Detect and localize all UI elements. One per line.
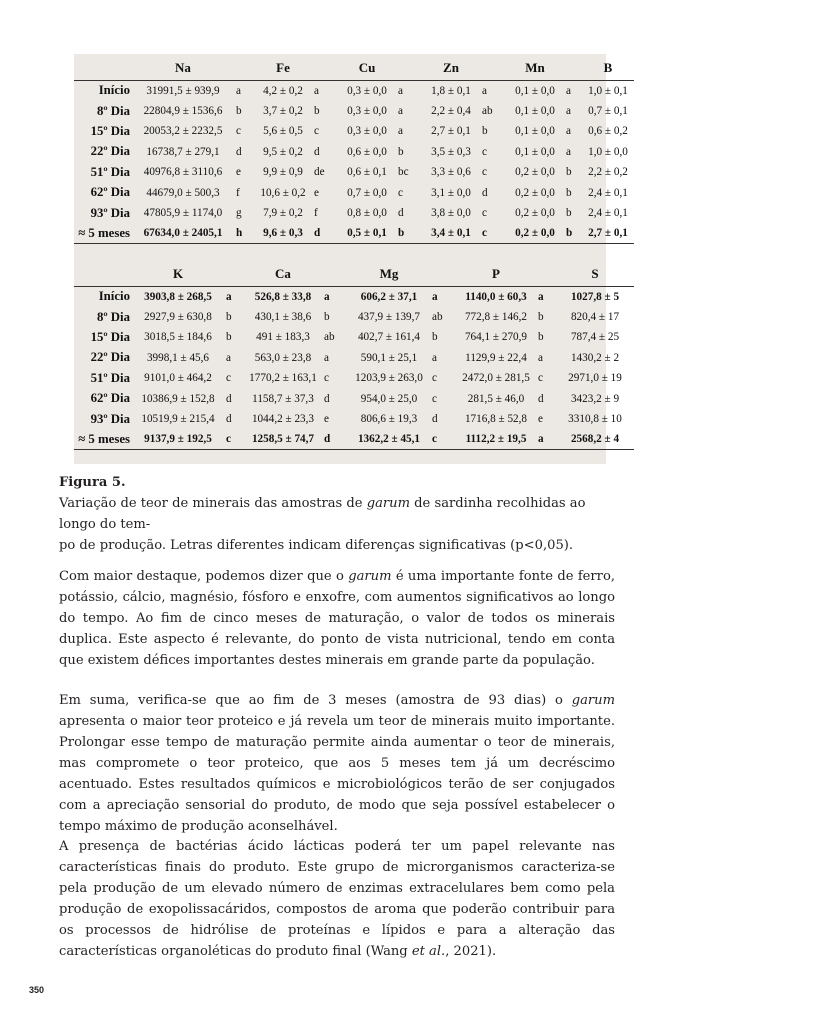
table-cell-letter: g xyxy=(236,207,242,220)
table-cell-letter: a xyxy=(236,84,241,97)
row-label: Início xyxy=(98,83,130,98)
table-cell-value: 0,1 ± 0,0 xyxy=(515,105,555,118)
table-cell-letter: a xyxy=(226,290,232,303)
table-cell-letter: a xyxy=(432,351,437,364)
table-row xyxy=(74,81,634,101)
table-cell-value: 0,7 ± 0,1 xyxy=(588,105,628,118)
column-header: Na xyxy=(175,60,191,75)
row-label: 93º Dia xyxy=(90,411,130,426)
table-cell-letter: ab xyxy=(482,105,493,118)
table-cell-value: 0,2 ± 0,0 xyxy=(515,207,555,220)
column-header xyxy=(74,262,130,287)
table-cell-letter: a xyxy=(398,125,403,138)
table-cell-letter: e xyxy=(324,413,329,426)
table-cell-value: 281,5 ± 46,0 xyxy=(467,392,525,405)
table-cell-value: 606,2 ± 37,1 xyxy=(360,290,418,303)
table-row xyxy=(74,121,634,141)
table-cell-value: 3,5 ± 0,3 xyxy=(431,145,471,158)
row-label: 51º Dia xyxy=(90,164,130,179)
table-cell-value: 3018,5 ± 184,6 xyxy=(144,331,212,344)
table-cell-value: 22804,9 ± 1536,6 xyxy=(143,105,223,118)
table-cell-letter: b xyxy=(432,331,438,344)
table-cell-value: 787,4 ± 25 xyxy=(570,331,620,344)
table-cell-value: 2568,2 ± 4 xyxy=(556,429,634,449)
table-cell-letter: d xyxy=(226,413,232,426)
minerals-table-1 xyxy=(74,56,634,244)
table-cell-value: 0,2 ± 0,0 xyxy=(515,186,555,199)
table-cell-letter: d xyxy=(314,145,320,158)
table-cell-value: 2,2 ± 0,4 xyxy=(431,105,471,118)
column-header xyxy=(226,262,242,287)
table-cell-value: 772,8 ± 146,2 xyxy=(464,311,528,324)
row-label: 8º Dia xyxy=(96,103,130,118)
table-cell-letter: a xyxy=(314,84,319,97)
table-cell-value: 40976,8 ± 3110,6 xyxy=(143,166,223,179)
table-cell-value: 16738,7 ± 279,1 xyxy=(146,145,220,158)
table-row xyxy=(74,348,634,368)
minerals-table-2 xyxy=(74,262,634,450)
table-row xyxy=(74,368,634,388)
table-cell-value: 1158,7 ± 37,3 xyxy=(252,392,314,405)
page-number: 350 xyxy=(29,985,45,995)
table-cell-letter: c xyxy=(432,392,437,405)
table-cell-letter: d xyxy=(324,429,346,449)
table-cell-value: 1129,9 ± 22,4 xyxy=(465,351,527,364)
table-cell-letter: a xyxy=(324,290,330,303)
table-cell-value: 9,9 ± 0,9 xyxy=(263,166,303,179)
table-cell-value: 0,5 ± 0,1 xyxy=(336,223,398,243)
table-row xyxy=(74,388,634,408)
figure-caption-text: Variação de teor de minerais das amostras de garum de sardinha recolhidas ao longo do tem- po de produção. Letras diferentes indicam diferenças significativas (p<0,05). xyxy=(59,496,586,553)
table-cell-letter: ab xyxy=(432,311,443,324)
table-cell-letter: c xyxy=(236,125,241,138)
table-cell-letter: a xyxy=(566,105,571,118)
table-cell-letter: a xyxy=(566,145,571,158)
table-row xyxy=(74,307,634,327)
table-cell-letter: a xyxy=(538,429,556,449)
table-cell-value: 764,1 ± 270,9 xyxy=(464,331,528,344)
table-cell-value: 9137,9 ± 192,5 xyxy=(130,429,226,449)
row-label: 22º Dia xyxy=(90,144,130,159)
table-cell-letter: c xyxy=(538,372,543,385)
table-cell-value: 9101,0 ± 464,2 xyxy=(144,372,212,385)
table-cell-value: 3,3 ± 0,6 xyxy=(431,166,471,179)
row-label: 15º Dia xyxy=(90,329,130,344)
table-cell-value: 3,8 ± 0,0 xyxy=(431,207,471,220)
table-cell-value: 3310,8 ± 10 xyxy=(568,413,622,426)
table-cell-value: 4,2 ± 0,2 xyxy=(263,84,303,97)
column-header: Zn xyxy=(443,60,459,75)
table-cell-letter: f xyxy=(236,186,240,199)
table-cell-value: 2472,0 ± 281,5 xyxy=(462,372,530,385)
table-cell-letter: c xyxy=(314,125,319,138)
table-cell-value: 10386,9 ± 152,8 xyxy=(141,392,215,405)
table-row xyxy=(74,327,634,347)
table-cell-value: 0,2 ± 0,0 xyxy=(504,223,566,243)
table-cell-value: 0,3 ± 0,0 xyxy=(347,125,387,138)
table-cell-letter: a xyxy=(324,351,329,364)
table-cell-letter: d xyxy=(314,223,336,243)
table-row xyxy=(74,287,634,307)
row-label: Início xyxy=(98,289,130,304)
table-cell-value: 3,4 ± 0,1 xyxy=(420,223,482,243)
table-cell-letter: b xyxy=(398,223,420,243)
table-cell-letter: c xyxy=(226,372,231,385)
table-cell-value: 9,5 ± 0,2 xyxy=(263,145,303,158)
column-header: Mg xyxy=(379,266,399,281)
table-cell-value: 2,4 ± 0,1 xyxy=(588,186,628,199)
table-cell-letter: a xyxy=(538,351,543,364)
table-cell-letter: de xyxy=(314,166,325,179)
figure-caption xyxy=(59,472,615,556)
table-cell-letter: b xyxy=(566,186,572,199)
table-cell-value: 437,9 ± 139,7 xyxy=(357,311,421,324)
table-cell-letter: a xyxy=(538,290,544,303)
table-cell-value: 3,7 ± 0,2 xyxy=(263,105,303,118)
table-cell-letter: c xyxy=(482,223,504,243)
table-cell-value: 44679,0 ± 500,3 xyxy=(146,186,220,199)
table-cell-value: 820,4 ± 17 xyxy=(570,311,620,324)
table-cell-value: 9,6 ± 0,3 xyxy=(252,223,314,243)
table-cell-letter: b xyxy=(566,207,572,220)
table-cell-value: 0,1 ± 0,0 xyxy=(515,125,555,138)
table-cell-value: 526,8 ± 33,8 xyxy=(254,290,312,303)
table-row xyxy=(74,409,634,429)
table-cell-letter: b xyxy=(226,331,232,344)
table-cell-letter: a xyxy=(226,351,231,364)
column-header xyxy=(482,56,504,81)
table-cell-value: 1112,2 ± 19,5 xyxy=(454,429,538,449)
table-cell-value: 31991,5 ± 939,9 xyxy=(146,84,220,97)
table-cell-letter: d xyxy=(482,186,488,199)
table-cell-letter: a xyxy=(566,84,571,97)
table-cell-value: 3903,8 ± 268,5 xyxy=(144,290,212,303)
figure-5-table-image xyxy=(74,54,628,464)
column-header: Ca xyxy=(275,266,291,281)
table-row xyxy=(74,429,634,449)
table-cell-value: 0,3 ± 0,0 xyxy=(347,105,387,118)
column-header xyxy=(314,56,336,81)
table-cell-value: 67634,0 ± 2405,1 xyxy=(130,223,236,243)
table-cell-value: 0,3 ± 0,0 xyxy=(347,84,387,97)
row-label: 51º Dia xyxy=(90,370,130,385)
table-cell-value: 2,7 ± 0,1 xyxy=(431,125,471,138)
table-row xyxy=(74,162,634,182)
table-cell-letter: e xyxy=(538,413,543,426)
table-cell-letter: b xyxy=(482,125,488,138)
table-cell-value: 7,9 ± 0,2 xyxy=(263,207,303,220)
table-row xyxy=(74,101,634,121)
table-cell-letter: c xyxy=(432,429,454,449)
table-cell-letter: d xyxy=(236,145,242,158)
row-label: ≈ 5 meses xyxy=(74,223,130,243)
row-label: 93º Dia xyxy=(90,205,130,220)
table-cell-letter: c xyxy=(432,372,437,385)
table-cell-value: 2927,9 ± 630,8 xyxy=(144,311,212,324)
table-cell-value: 10,6 ± 0,2 xyxy=(260,186,306,199)
table-cell-value: 3998,1 ± 45,6 xyxy=(146,351,210,364)
table-cell-value: 3423,2 ± 9 xyxy=(570,392,620,405)
table-cell-letter: c xyxy=(482,207,487,220)
table-cell-letter: a xyxy=(566,125,571,138)
table-cell-value: 2,7 ± 0,1 xyxy=(582,223,634,243)
table-cell-value: 1203,9 ± 263,0 xyxy=(355,372,423,385)
table-cell-value: 1044,2 ± 23,3 xyxy=(251,413,315,426)
table-cell-value: 1362,2 ± 45,1 xyxy=(346,429,432,449)
table-cell-value: 5,6 ± 0,5 xyxy=(263,125,303,138)
column-header: P xyxy=(492,266,500,281)
table-cell-letter: a xyxy=(432,290,438,303)
table-cell-value: 0,2 ± 0,0 xyxy=(515,166,555,179)
table-cell-letter: b xyxy=(324,311,330,324)
table-cell-value: 1258,5 ± 74,7 xyxy=(242,429,324,449)
table-cell-letter: e xyxy=(314,186,319,199)
table-cell-value: 1027,8 ± 5 xyxy=(570,290,620,303)
table-cell-value: 2,2 ± 0,2 xyxy=(588,166,628,179)
paragraph-2: Em suma, verifica-se que ao fim de 3 meses (amostra de 93 dias) o garum apresenta o maior teor proteico e já revela um teor de minerais muito importante. Prolongar esse tempo de maturação permite ainda aumentar o teor de minerais, mas compromete o teor proteico, que aos 5 meses tem já um decréscimo acentuado. Estes resultados químicos e microbiológicos terão de ser conjugados com a apreciação sensorial do produto, de modo que seja possível estabelecer o tempo máximo de produção aconselhável. xyxy=(59,693,615,834)
table-cell-letter: b xyxy=(566,223,582,243)
table-cell-value: 0,1 ± 0,0 xyxy=(515,145,555,158)
column-header: Cu xyxy=(358,60,376,75)
paragraph-3: A presença de bactérias ácido lácticas poderá ter um papel relevante nas características finais do produto. Este grupo de microrganismos caracteriza-se pela produção de um elevado número de enzimas extracelulares bem como pela produção de exopolissacáridos, compostos de aroma que poderão contribuir para os processos de hidrólise de proteínas e lípidos e para a alteração das características organoléticas do produto final (Wang et al., 2021). xyxy=(59,839,615,959)
column-header xyxy=(398,56,420,81)
table-cell-value: 1,8 ± 0,1 xyxy=(431,84,471,97)
table-cell-value: 20053,2 ± 2232,5 xyxy=(143,125,223,138)
table-cell-letter: b xyxy=(538,331,544,344)
table-cell-value: 0,1 ± 0,0 xyxy=(515,84,555,97)
table-cell-value: 563,0 ± 23,8 xyxy=(254,351,312,364)
table-cell-value: 1,0 ± 0,0 xyxy=(588,145,628,158)
table-cell-letter: c xyxy=(482,145,487,158)
column-header xyxy=(74,56,130,81)
table-cell-letter: c xyxy=(324,372,329,385)
table-cell-value: 0,6 ± 0,0 xyxy=(347,145,387,158)
table-cell-value: 1770,2 ± 163,1 xyxy=(249,372,317,385)
table-cell-letter: c xyxy=(398,186,403,199)
table-cell-letter: b xyxy=(314,105,320,118)
table-cell-value: 402,7 ± 161,4 xyxy=(357,331,421,344)
column-header: K xyxy=(172,266,184,281)
table-cell-value: 1140,0 ± 60,3 xyxy=(465,290,527,303)
table-cell-letter: d xyxy=(226,392,232,405)
table-cell-value: 806,6 ± 19,3 xyxy=(360,413,418,426)
table-cell-value: 430,1 ± 38,6 xyxy=(254,311,312,324)
row-label: 62º Dia xyxy=(90,391,130,406)
table-cell-letter: bc xyxy=(398,166,409,179)
row-label: 8º Dia xyxy=(96,309,130,324)
table-cell-letter: e xyxy=(236,166,241,179)
table-row xyxy=(74,142,634,162)
table-cell-letter: b xyxy=(398,145,404,158)
table-cell-letter: b xyxy=(236,105,242,118)
row-label: ≈ 5 meses xyxy=(74,429,130,449)
table-cell-letter: c xyxy=(226,429,242,449)
column-header xyxy=(566,56,582,81)
paragraph-1: Com maior destaque, podemos dizer que o garum é uma importante fonte de ferro, potássio, cálcio, magnésio, fósforo e enxofre, com aumentos significativos ao longo do tempo. Ao fim de cinco meses de maturação, o valor de todos os minerais duplica. Este aspecto é relevante, do ponto de vista nutricional, tendo em conta que existem défices importantes destes minerais em grande parte da população. xyxy=(59,569,615,668)
table-cell-letter: b xyxy=(538,311,544,324)
table-cell-value: 10519,9 ± 215,4 xyxy=(141,413,215,426)
row-label: 15º Dia xyxy=(90,123,130,138)
table-cell-letter: d xyxy=(398,207,404,220)
table-cell-value: 1,0 ± 0,1 xyxy=(588,84,628,97)
table-row xyxy=(74,182,634,202)
column-header: Mn xyxy=(525,60,545,75)
table-cell-letter: a xyxy=(398,105,403,118)
table-cell-value: 954,0 ± 25,0 xyxy=(360,392,418,405)
table-cell-value: 3,1 ± 0,0 xyxy=(431,186,471,199)
table-cell-letter: a xyxy=(398,84,403,97)
column-header xyxy=(432,262,454,287)
table-cell-letter: b xyxy=(226,311,232,324)
figure-caption-title: Figura 5. xyxy=(59,475,126,490)
table-cell-letter: c xyxy=(482,166,487,179)
table-cell-value: 1430,2 ± 2 xyxy=(570,351,620,364)
table-cell-value: 0,8 ± 0,0 xyxy=(347,207,387,220)
table-cell-letter: ab xyxy=(324,331,335,344)
table-cell-value: 1716,8 ± 52,8 xyxy=(464,413,528,426)
table-cell-letter: d xyxy=(538,392,544,405)
row-label: 62º Dia xyxy=(90,185,130,200)
table-cell-letter: d xyxy=(432,413,438,426)
column-header xyxy=(324,262,346,287)
table-cell-letter: d xyxy=(324,392,330,405)
table-cell-value: 47805,9 ± 1174,0 xyxy=(143,207,223,220)
table-cell-letter: h xyxy=(236,223,252,243)
column-header: Fe xyxy=(276,60,290,75)
table-cell-letter: b xyxy=(566,166,572,179)
column-header: B xyxy=(603,60,613,75)
table-cell-letter: a xyxy=(482,84,487,97)
column-header xyxy=(236,56,252,81)
table-cell-value: 0,6 ± 0,2 xyxy=(588,125,628,138)
table-cell-value: 590,1 ± 25,1 xyxy=(360,351,418,364)
column-header: S xyxy=(591,266,599,281)
table-row xyxy=(74,203,634,223)
table-cell-value: 0,6 ± 0,1 xyxy=(347,166,387,179)
table-cell-letter: f xyxy=(314,207,318,220)
table-cell-value: 491 ± 183,3 xyxy=(256,331,310,344)
table-cell-value: 0,7 ± 0,0 xyxy=(347,186,387,199)
column-header xyxy=(538,262,556,287)
row-label: 22º Dia xyxy=(90,350,130,365)
table-row xyxy=(74,223,634,243)
table-cell-value: 2971,0 ± 19 xyxy=(568,372,622,385)
table-cell-value: 2,4 ± 0,1 xyxy=(588,207,628,220)
